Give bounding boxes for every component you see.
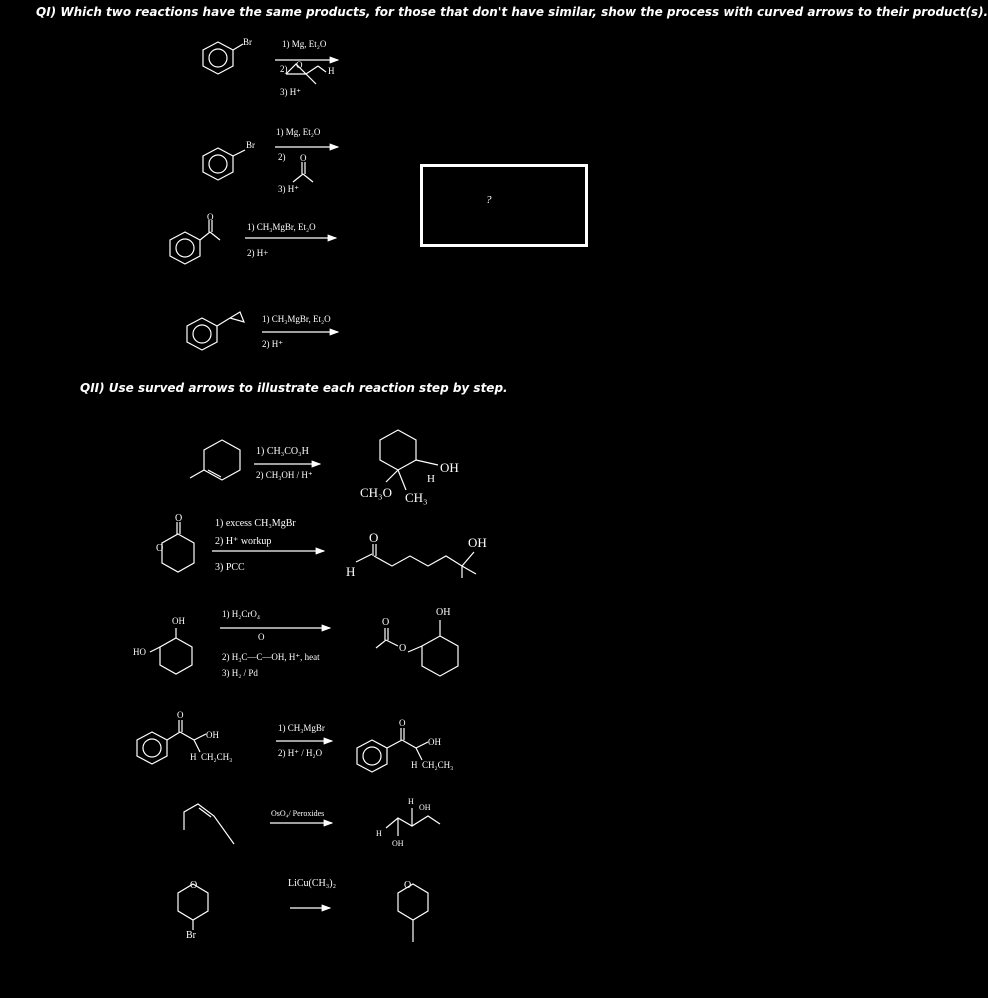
phenyl-oxirane	[187, 312, 244, 350]
r9-product-h1: H	[408, 797, 414, 806]
r6-o: O	[175, 513, 183, 524]
r8-step2: 2) H⁺ / H₂O	[278, 748, 323, 758]
question-1: QI) Which two reactions have the same products, for those that don't have similar, show the process with curved arrows to their product(s).	[36, 5, 988, 19]
methylcyclohexene	[190, 440, 240, 480]
methyl-tetrahydropyran	[398, 884, 428, 942]
r8-product-h: H	[411, 760, 418, 770]
r4-step1: 1) CH₃MgBr, Et₂O	[262, 314, 331, 324]
r6-step1: 1) excess CH₃MgBr	[215, 518, 296, 529]
r7-step2: 2) H₃C—C—OH, H⁺, heat	[222, 652, 320, 662]
r2-br: Br	[246, 140, 255, 150]
r8-ch2ch3: CH₂CH₃	[201, 752, 233, 762]
r4-step2: 2) H⁺	[262, 339, 283, 349]
cyclohexanediol	[150, 628, 192, 674]
r7-product-oh: OH	[436, 607, 451, 618]
r7-acetic-o: O	[258, 632, 265, 642]
bromobenzene-2	[203, 148, 245, 180]
r6-step3: 3) PCC	[215, 562, 245, 573]
r7-oh: OH	[172, 616, 185, 626]
r2-step1: 1) Mg, Et₂O	[276, 127, 321, 137]
r9-product-oh1: OH	[419, 803, 431, 812]
r9-step1: OsO₄/ Peroxides	[271, 809, 325, 818]
acetophenone-1	[170, 220, 220, 264]
product-6	[356, 544, 476, 578]
r1-step2: 2)	[280, 64, 288, 74]
r10-br: Br	[186, 930, 196, 941]
r2-step3: 3) H⁺	[278, 184, 299, 194]
r5-product-h: H	[427, 473, 435, 485]
r8-product-o: O	[399, 718, 406, 728]
r1-epoxide-o: O	[296, 60, 303, 70]
r8-product-oh: OH	[428, 737, 441, 747]
r8-step1: 1) CH₃MgBr	[278, 723, 325, 733]
r1-step3: 3) H⁺	[280, 87, 301, 97]
r10-product-o: O	[404, 880, 412, 891]
r2-step2: 2)	[278, 152, 286, 162]
pentene	[184, 804, 234, 844]
r8-o: O	[177, 710, 184, 720]
question-2: QII) Use surved arrows to illustrate each reaction step by step.	[80, 381, 508, 395]
r3-step1: 1) CH₃MgBr, Et₂O	[247, 222, 316, 232]
r10-o: O	[190, 880, 198, 891]
epoxide-reagent-1	[286, 64, 326, 84]
diol-product	[386, 808, 440, 836]
r9-product-oh2: OH	[392, 839, 404, 848]
r5-step2: 2) CH₃OH / H⁺	[256, 470, 313, 480]
r7-product-carbonyl-o: O	[382, 617, 390, 628]
r5-step1: 1) CH₃CO₃H	[256, 446, 309, 457]
r8-oh: OH	[206, 730, 219, 740]
r6-ring-o: O	[156, 543, 164, 554]
lactone	[162, 522, 194, 572]
r2-acetone-o: O	[300, 153, 307, 163]
r7-step3: 3) H₂ / Pd	[222, 668, 258, 678]
r6-product-oh: OH	[468, 535, 487, 550]
r6-step2: 2) H⁺ workup	[215, 536, 272, 547]
r8-product-ch2ch3: CH₂CH₃	[422, 760, 454, 770]
r9-product-h2: H	[376, 829, 382, 838]
r5-product-och3: CH₃O	[360, 485, 392, 500]
r3-o: O	[207, 212, 214, 222]
r5-product-oh: OH	[440, 460, 459, 475]
r8-h: H	[190, 752, 197, 762]
acetone-reagent	[293, 162, 313, 182]
product-7	[376, 620, 458, 676]
r6-product-o: O	[369, 530, 379, 545]
r3-step2: 2) H+	[247, 248, 269, 258]
r7-step1: 1) H₂CrO₄	[222, 609, 261, 619]
bromobenzene-1	[203, 42, 243, 74]
r1-br: Br	[243, 37, 252, 47]
r7-product-ester-o: O	[399, 643, 407, 654]
r6-product-h: H	[346, 564, 356, 579]
r1-step1: 1) Mg, Et₂O	[282, 39, 327, 49]
r1-h: H	[328, 66, 335, 76]
answer-box-placeholder: ?	[486, 194, 492, 206]
r5-product-ch3: CH₃	[405, 490, 428, 505]
r10-step1: LiCu(CH₃)₂	[288, 878, 337, 889]
r7-ho: HO	[133, 647, 146, 657]
